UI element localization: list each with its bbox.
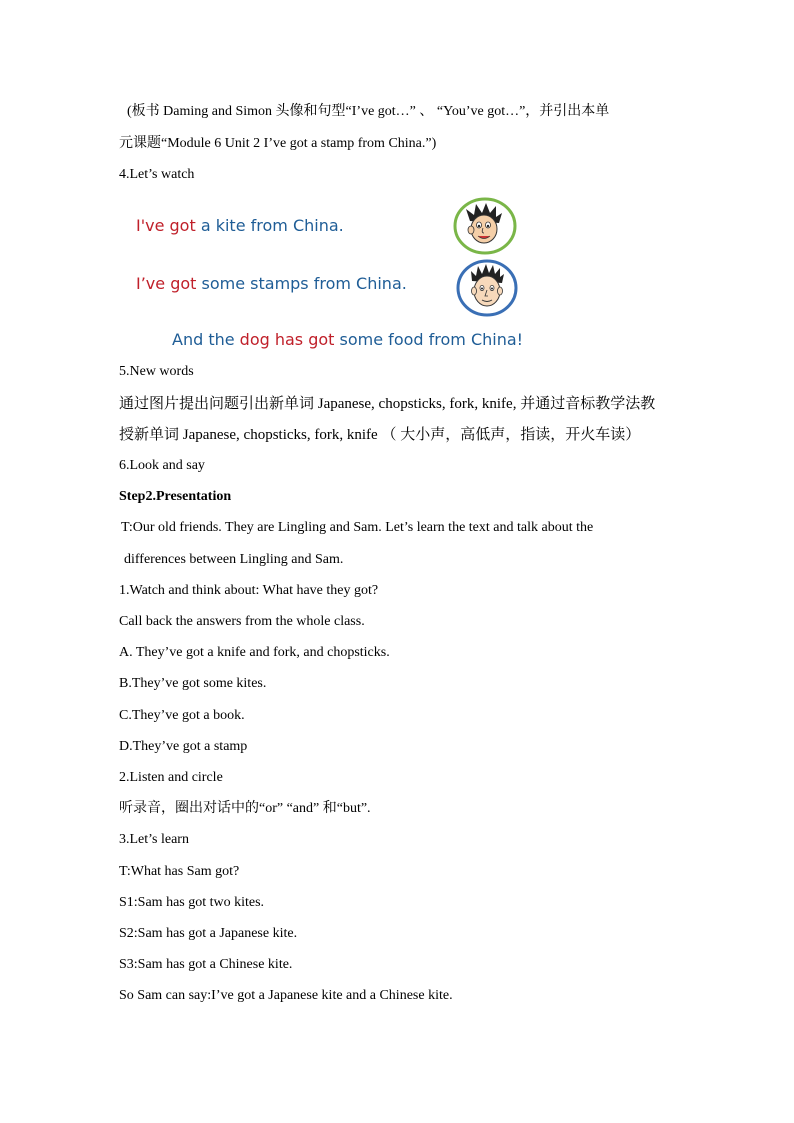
text-line-7: 6.Look and say [119, 458, 205, 473]
text-line-17: 2.Listen and circle [119, 770, 223, 785]
comic-line-2-blue: some stamps from China. [196, 274, 407, 293]
text-line-19: 3.Let’s learn [119, 832, 189, 847]
comic-line-2-red: I’ve got [136, 274, 197, 293]
option-d: D.They’ve got a stamp [119, 739, 248, 754]
text-line-24: So Sam can say:I’ve got a Japanese kite and a Chinese kite. [119, 988, 453, 1003]
comic-line-1-red: I've got [136, 216, 196, 235]
comic-line-1 [136, 216, 344, 235]
text-line-23: S3:Sam has got a Chinese kite. [119, 957, 293, 972]
text-line-11: 1.Watch and think about: What have they got? [119, 583, 379, 598]
text-line-12: Call back the answers from the whole class. [119, 614, 365, 629]
text-line-2: 元课题“Module 6 Unit 2 I’ve got a stamp from China.”) [119, 136, 437, 151]
option-b: B.They’ve got some kites. [119, 676, 267, 691]
daming-avatar [452, 197, 518, 255]
text-line-21: S1:Sam has got two kites. [119, 895, 265, 910]
comic-line-3-blue-b: some food from China! [334, 330, 524, 349]
text-line-6: 授新单词 Japanese, chopsticks, fork, knife （ 大小声，高低声，指读，开火车读） [119, 427, 641, 443]
simon-avatar [455, 259, 519, 317]
text-line-1: (板书 Daming and Simon 头像和句型“I’ve got…” 、 “You’ve got…”，并引出本单 [127, 104, 610, 119]
comic-line-2 [136, 274, 407, 293]
option-c: C.They’ve got a book. [119, 708, 245, 723]
section-heading: Step2.Presentation [119, 489, 232, 504]
text-line-5: 通过图片提出问题引出新单词 Japanese, chopsticks, fork, knife, 并通过音标教学法教 [119, 396, 656, 412]
text-line-4: 5.New words [119, 364, 194, 379]
comic-line-3-red: dog has got [239, 330, 335, 349]
text-line-22: S2:Sam has got a Japanese kite. [119, 926, 298, 941]
text-line-18: 听录音，圈出对话中的“or” “and” 和“but”. [119, 801, 371, 816]
text-line-10: differences between Lingling and Sam. [124, 552, 344, 567]
comic-line-3-blue-a: And the [172, 330, 240, 349]
text-line-9: T:Our old friends. They are Lingling and Sam. Let’s learn the text and talk about the [121, 520, 594, 535]
comic-line-3 [172, 330, 523, 349]
text-line-3: 4.Let’s watch [119, 167, 195, 182]
option-a: A. They’ve got a knife and fork, and chopsticks. [119, 645, 390, 660]
comic-line-1-blue: a kite from China. [195, 216, 344, 235]
text-line-20: T:What has Sam got? [119, 864, 240, 879]
